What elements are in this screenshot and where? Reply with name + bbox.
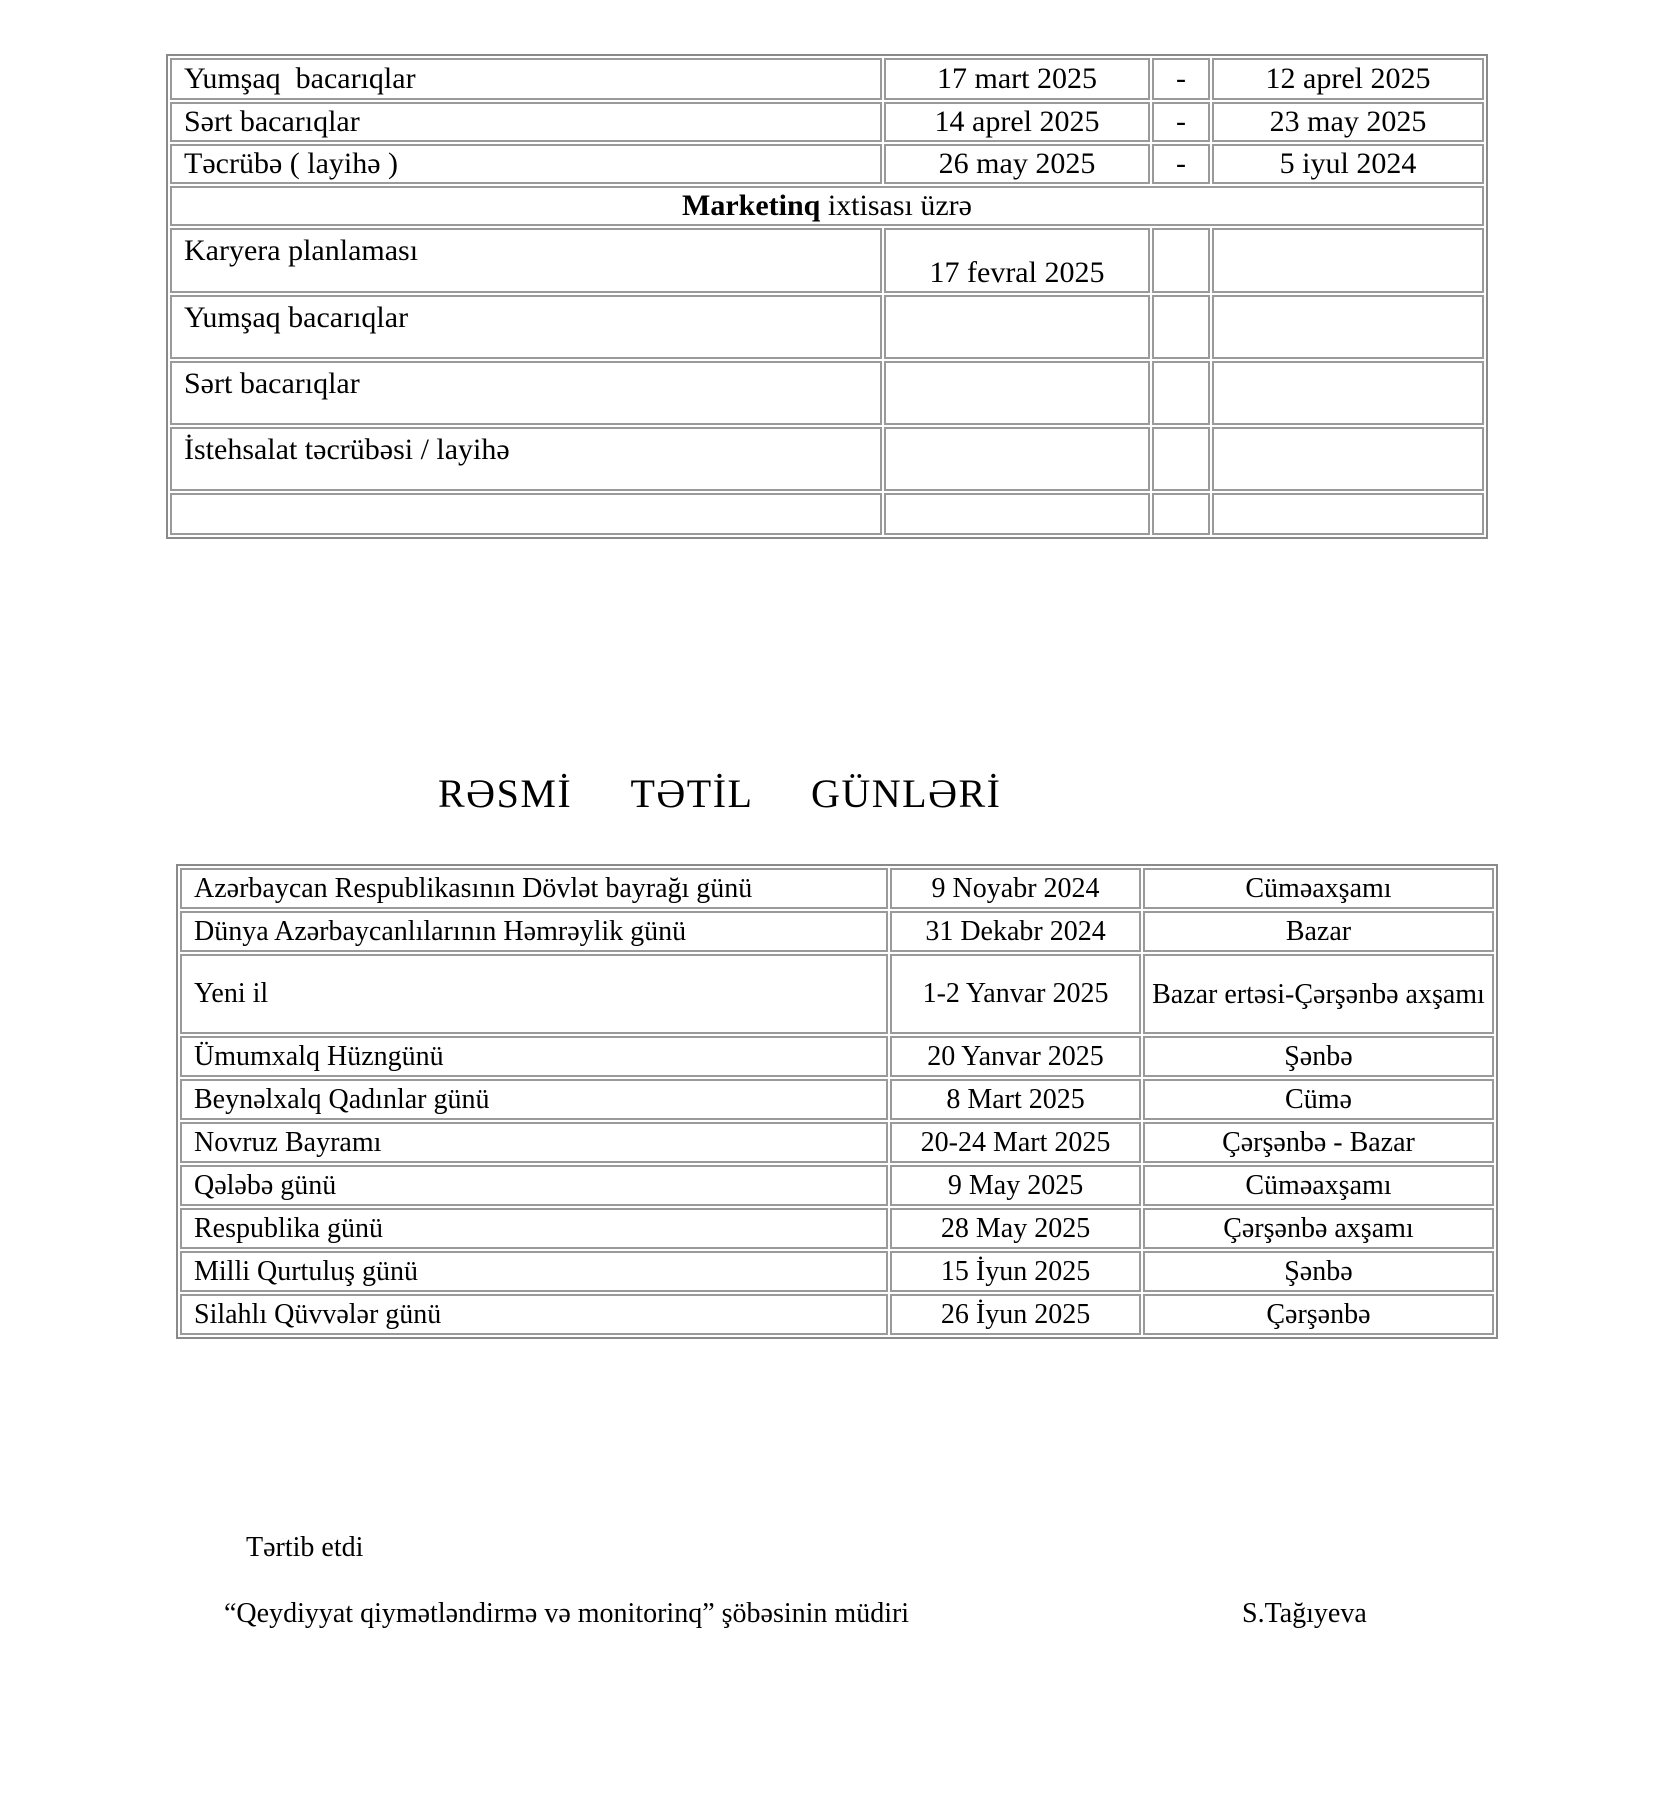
start-date-cell: 17 fevral 2025 — [884, 228, 1150, 293]
holiday-weekday-cell: Çərşənbə axşamı — [1143, 1208, 1494, 1249]
end-date-cell: 5 iyul 2024 — [1212, 144, 1484, 184]
section-header-rest: ixtisası üzrə — [820, 189, 972, 222]
course-name-cell: İstehsalat təcrübəsi / layihə — [170, 427, 882, 491]
table-row — [180, 1165, 1494, 1206]
date-separator-cell — [1152, 361, 1210, 425]
date-separator-cell: - — [1152, 58, 1210, 100]
table-row — [180, 1208, 1494, 1249]
date-separator-cell — [1152, 493, 1210, 535]
table-row — [170, 493, 1484, 535]
table-row — [170, 228, 1484, 293]
holiday-date-cell: 9 May 2025 — [890, 1165, 1141, 1206]
prepared-by-label: Tərtib etdi — [246, 1532, 364, 1563]
holiday-name-cell: Beynəlxalq Qadınlar günü — [180, 1079, 888, 1120]
holiday-name-cell: Azərbaycan Respublikasının Dövlət bayrağı günü — [180, 868, 888, 909]
table-row — [170, 295, 1484, 359]
end-date-cell: 12 aprel 2025 — [1212, 58, 1484, 100]
start-date-cell — [884, 427, 1150, 491]
signature-name: S.Tağıyeva — [1242, 1598, 1367, 1629]
holiday-weekday-cell: Bazar — [1143, 911, 1494, 952]
holiday-weekday-cell: Şənbə — [1143, 1036, 1494, 1077]
course-name-cell: Karyera planlaması — [170, 228, 882, 293]
date-separator-cell: - — [1152, 102, 1210, 142]
holiday-weekday-cell: Çərşənbə - Bazar — [1143, 1122, 1494, 1163]
holiday-weekday-cell: Cüməaxşamı — [1143, 1165, 1494, 1206]
course-name-cell: Yumşaq bacarıqlar — [170, 295, 882, 359]
table-row — [180, 1251, 1494, 1292]
course-name-cell: Sərt bacarıqlar — [170, 361, 882, 425]
start-date-cell: 17 mart 2025 — [884, 58, 1150, 100]
start-date-cell: 14 aprel 2025 — [884, 102, 1150, 142]
holiday-date-cell: 9 Noyabr 2024 — [890, 868, 1141, 909]
holiday-weekday-cell: Şənbə — [1143, 1251, 1494, 1292]
table-row — [170, 144, 1484, 184]
table-row — [180, 954, 1494, 1034]
holiday-weekday-cell: Bazar ertəsi-Çərşənbə axşamı — [1143, 954, 1494, 1034]
holiday-date-cell: 31 Dekabr 2024 — [890, 911, 1141, 952]
end-date-cell — [1212, 228, 1484, 293]
section-header-row — [170, 186, 1484, 226]
schedule-table — [166, 54, 1488, 539]
table-row — [180, 1294, 1494, 1335]
holiday-name-cell: Yeni il — [180, 954, 888, 1034]
end-date-cell — [1212, 427, 1484, 491]
holiday-date-cell: 15 İyun 2025 — [890, 1251, 1141, 1292]
holiday-date-cell: 26 İyun 2025 — [890, 1294, 1141, 1335]
table-row — [170, 102, 1484, 142]
course-name-cell — [170, 493, 882, 535]
holiday-name-cell: Milli Qurtuluş günü — [180, 1251, 888, 1292]
end-date-cell — [1212, 361, 1484, 425]
table-row — [170, 361, 1484, 425]
holiday-date-cell: 20 Yanvar 2025 — [890, 1036, 1141, 1077]
signature-title: “Qeydiyyat qiymətləndirmə və monitorinq” şöbəsinin müdiri — [224, 1598, 910, 1629]
date-separator-cell — [1152, 295, 1210, 359]
holiday-date-cell: 28 May 2025 — [890, 1208, 1141, 1249]
holiday-date-cell: 1-2 Yanvar 2025 — [890, 954, 1141, 1034]
holidays-table — [176, 864, 1498, 1339]
table-row — [180, 1036, 1494, 1077]
table-row — [180, 911, 1494, 952]
holiday-date-cell: 20-24 Mart 2025 — [890, 1122, 1141, 1163]
start-date-cell: 26 may 2025 — [884, 144, 1150, 184]
table-row — [170, 427, 1484, 491]
end-date-cell — [1212, 493, 1484, 535]
holiday-name-cell: Ümumxalq Hüzngünü — [180, 1036, 888, 1077]
start-date-cell — [884, 493, 1150, 535]
holiday-name-cell: Silahlı Qüvvələr günü — [180, 1294, 888, 1335]
course-name-cell: Təcrübə ( layihə ) — [170, 144, 882, 184]
holiday-name-cell: Qələbə günü — [180, 1165, 888, 1206]
holiday-weekday-cell: Çərşənbə — [1143, 1294, 1494, 1335]
date-separator-cell — [1152, 427, 1210, 491]
course-name-cell: Sərt bacarıqlar — [170, 102, 882, 142]
start-date-cell — [884, 361, 1150, 425]
table-row — [180, 868, 1494, 909]
holiday-date-cell: 8 Mart 2025 — [890, 1079, 1141, 1120]
holiday-weekday-cell: Cüməaxşamı — [1143, 868, 1494, 909]
section-header-cell — [170, 186, 1484, 226]
date-separator-cell — [1152, 228, 1210, 293]
section-header-bold: Marketinq — [682, 189, 821, 222]
holiday-name-cell: Respublika günü — [180, 1208, 888, 1249]
holiday-name-cell: Novruz Bayramı — [180, 1122, 888, 1163]
page-title: RƏSMİ TƏTİL GÜNLƏRİ — [438, 771, 1002, 816]
holiday-name-cell: Dünya Azərbaycanlılarının Həmrəylik günü — [180, 911, 888, 952]
end-date-cell — [1212, 295, 1484, 359]
table-row — [170, 58, 1484, 100]
holiday-weekday-cell: Cümə — [1143, 1079, 1494, 1120]
table-row — [180, 1122, 1494, 1163]
end-date-cell: 23 may 2025 — [1212, 102, 1484, 142]
start-date-cell — [884, 295, 1150, 359]
course-name-cell: Yumşaq bacarıqlar — [170, 58, 882, 100]
date-separator-cell: - — [1152, 144, 1210, 184]
table-row — [180, 1079, 1494, 1120]
